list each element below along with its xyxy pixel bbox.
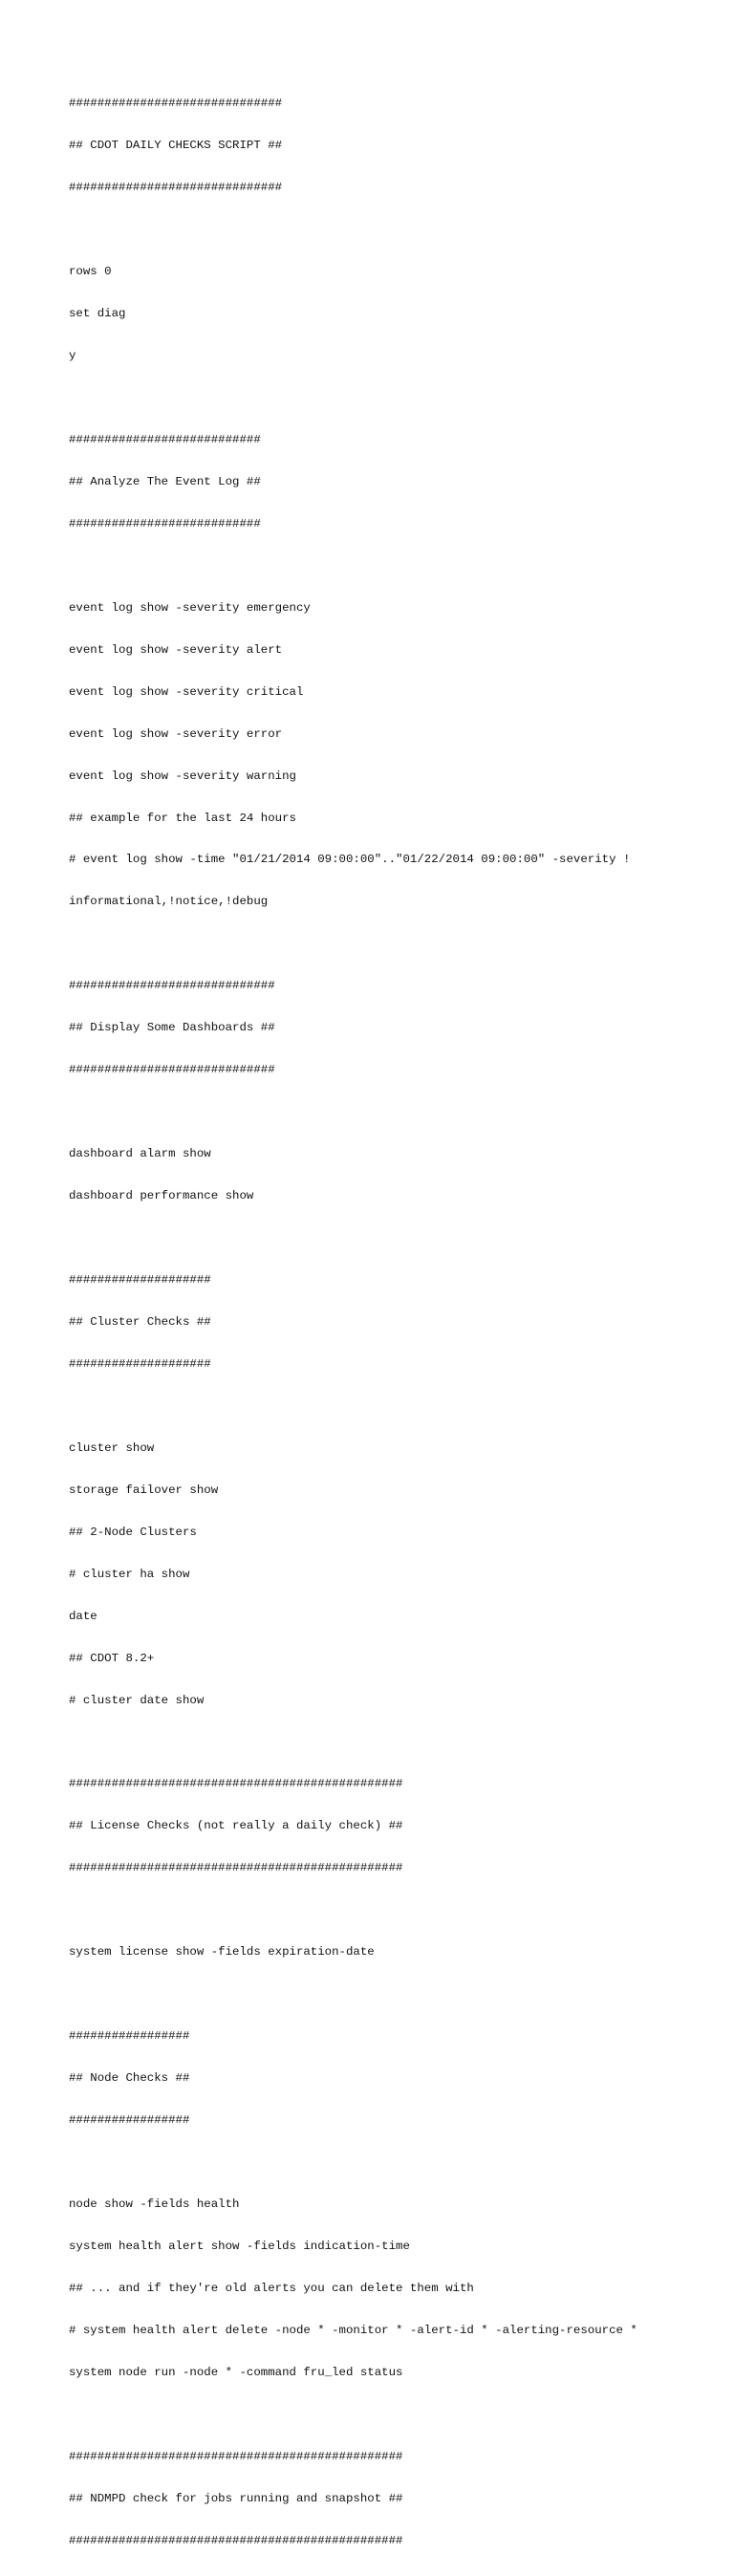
text-line: rows 0	[69, 265, 112, 279]
text-line: system health alert show -fields indication-time	[69, 2239, 410, 2253]
text-line: event log show -severity warning	[69, 768, 296, 783]
text-line	[69, 1735, 700, 1749]
text-line: event log show -severity error	[69, 726, 283, 741]
text-line	[69, 559, 700, 574]
text-line: ##############################	[69, 181, 283, 195]
text-line: event log show -severity alert	[69, 642, 283, 657]
text-line: ###############################################	[69, 2533, 403, 2547]
text-line: event log show -severity critical	[69, 684, 304, 699]
text-line	[69, 2155, 700, 2170]
text-line: ###############################################	[69, 1861, 403, 1875]
text-line: y	[69, 349, 76, 363]
text-line	[69, 391, 700, 405]
text-line: ## Cluster Checks ##	[69, 1314, 211, 1329]
text-line: #############################	[69, 979, 275, 993]
text-line: storage failover show	[69, 1483, 219, 1497]
text-line	[69, 1903, 700, 1917]
text-line: ####################	[69, 1273, 211, 1287]
text-line: informational,!notice,!debug	[69, 895, 269, 909]
text-line	[69, 1105, 700, 1119]
text-line: ## CDOT 8.2+	[69, 1651, 155, 1665]
text-line: ## CDOT DAILY CHECKS SCRIPT ##	[69, 139, 283, 153]
text-line: ###############################################	[69, 2449, 403, 2463]
text-line: event log show -severity emergency	[69, 600, 311, 615]
text-line: ## ... and if they're old alerts you can delete them with	[69, 2281, 474, 2295]
text-line: system license show -fields expiration-date	[69, 1945, 375, 1959]
text-line	[69, 223, 700, 237]
text-line: ####################	[69, 1356, 211, 1371]
text-line	[69, 1987, 700, 2002]
text-line: ## Node Checks ##	[69, 2071, 190, 2086]
text-line: #############################	[69, 1063, 275, 1077]
text-line: # event log show -time "01/21/2014 09:00:00".."01/22/2014 09:00:00" -severity !	[69, 853, 631, 867]
text-line: ## example for the last 24 hours	[69, 811, 296, 825]
text-line: system node run -node * -command fru_led status	[69, 2365, 403, 2379]
text-line: set diag	[69, 307, 126, 321]
text-line: ## NDMPD check for jobs running and snapshot ##	[69, 2491, 403, 2505]
text-line: #################	[69, 2029, 190, 2044]
text-line: ##############################	[69, 97, 283, 111]
text-line: ###############################################	[69, 1777, 403, 1791]
text-line: dashboard performance show	[69, 1189, 254, 1203]
text-line: ###########################	[69, 432, 261, 446]
text-line: #################	[69, 2113, 190, 2128]
text-line	[69, 2408, 700, 2422]
text-line: ## Analyze The Event Log ##	[69, 474, 261, 488]
text-line: ## Display Some Dashboards ##	[69, 1021, 275, 1035]
text-line: ###########################	[69, 516, 261, 530]
text-line: # cluster ha show	[69, 1567, 190, 1581]
text-line: # system health alert delete -node * -monitor * -alert-id * -alerting-resource *	[69, 2323, 637, 2337]
text-line	[69, 937, 700, 951]
text-line	[69, 1399, 700, 1414]
script-text	[69, 69, 700, 2576]
text-line: node show -fields health	[69, 2197, 240, 2211]
text-line: dashboard alarm show	[69, 1147, 211, 1161]
text-line: ## License Checks (not really a daily check) ##	[69, 1819, 403, 1833]
text-line	[69, 1231, 700, 1245]
text-line: date	[69, 1609, 97, 1623]
text-line: ## 2-Node Clusters	[69, 1525, 197, 1539]
text-line: cluster show	[69, 1440, 155, 1455]
text-line: # cluster date show	[69, 1693, 205, 1707]
